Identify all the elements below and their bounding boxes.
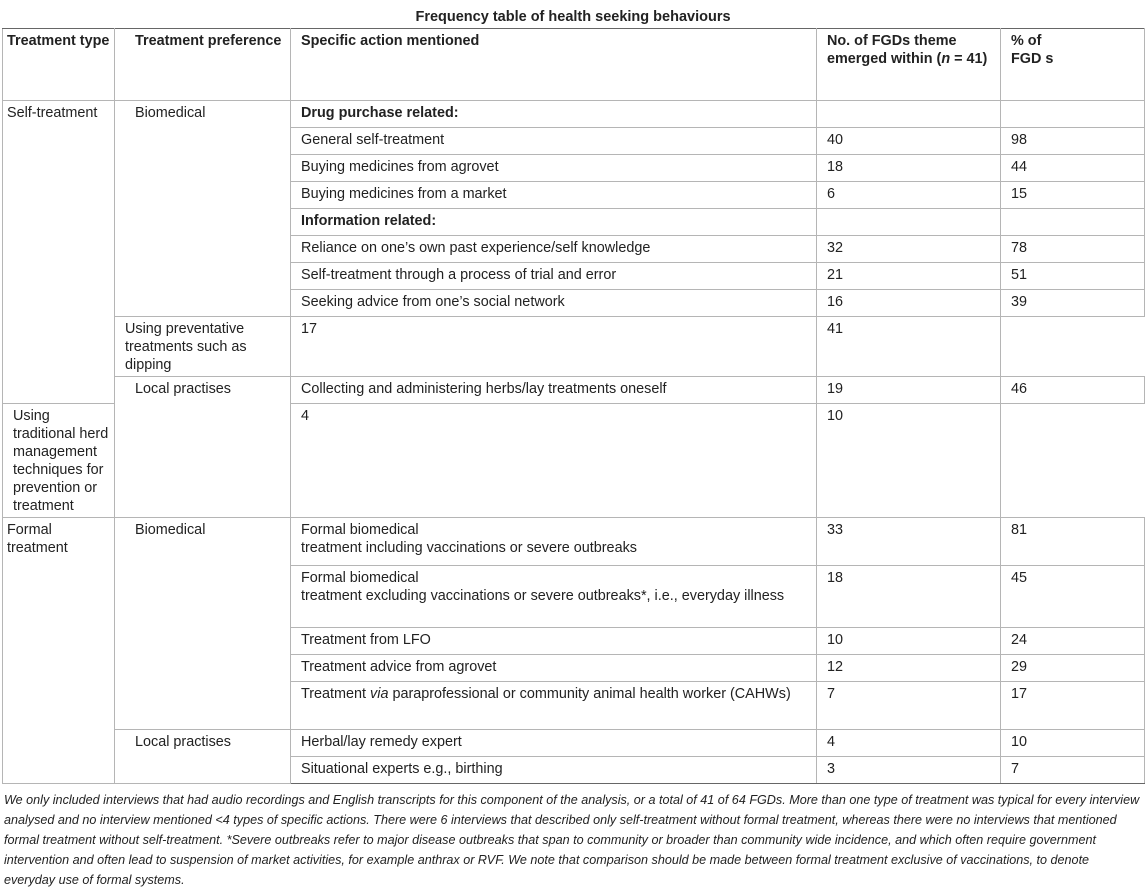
- cell-count: 21: [817, 263, 1001, 290]
- cell-local-practises-self: Local practises: [115, 377, 291, 518]
- cell-action-suffix: paraprofessional or community animal health worker (CAHWs): [388, 686, 791, 702]
- cell-count: 7: [817, 682, 1001, 730]
- cell-action: Reliance on one’s own past experience/self knowledge: [291, 236, 817, 263]
- cell-action: Treatment advice from agrovet: [291, 655, 817, 682]
- cell-count: 19: [817, 377, 1001, 404]
- header-pct-fgds-text: % of FGD s: [1011, 33, 1054, 67]
- cell-percent: 10: [817, 404, 1001, 518]
- cell-percent: 81: [1001, 518, 1145, 566]
- cell-biomedical-formal: Biomedical: [115, 518, 291, 730]
- cell-biomedical-self: Biomedical: [115, 101, 291, 317]
- header-row: [3, 29, 1145, 101]
- cell-percent: 39: [1001, 290, 1145, 317]
- cell-percent: 44: [1001, 155, 1145, 182]
- cell-action: Collecting and administering herbs/lay treatments oneself: [291, 377, 817, 404]
- cell-count: 12: [817, 655, 1001, 682]
- cell-count: 17: [291, 317, 817, 377]
- cell-action: Using preventative treatments such as dipping: [115, 317, 291, 377]
- cell-local-practises-formal: Local practises: [115, 730, 291, 784]
- header-treatment-preference: Treatment preference: [115, 29, 291, 101]
- cell-action: Situational experts e.g., birthing: [291, 757, 817, 784]
- cell-action: Buying medicines from a market: [291, 182, 817, 209]
- cell-percent: 41: [817, 317, 1001, 377]
- cell-action: Treatment from LFO: [291, 628, 817, 655]
- cell-count: 18: [817, 566, 1001, 628]
- frequency-table: [2, 28, 1145, 784]
- cell-count: 4: [291, 404, 817, 518]
- cell-count: 33: [817, 518, 1001, 566]
- cell-percent: 98: [1001, 128, 1145, 155]
- cell-percent: 17: [1001, 682, 1145, 730]
- cell-self-treatment: Self-treatment: [3, 101, 115, 404]
- table-footnote: We only included interviews that had audio recordings and English transcripts for this component of the analysis, or a total of 41 of 64 FGDs. More than one type of treatment was typical for every interview analysed and no interview mentioned <4 types of specific actions. There were 6 interviews that described only self-treatment without formal treatment, whereas there were no interviews that mentioned formal treatment without self-treatment. *Severe outbreaks refer to major disease outbreaks that span to community or broader than community wide incidence, and which often require government intervention and often lead to suspension of market activities, for example anthrax or RVF. We note that comparison should be made between formal treatment exclusive of vaccinations, to denote everyday use of formal systems.: [4, 793, 1140, 887]
- cell-percent: 29: [1001, 655, 1145, 682]
- cell-count: 18: [817, 155, 1001, 182]
- cell-count: 16: [817, 290, 1001, 317]
- header-no-fgds-n: n: [941, 51, 951, 67]
- subgroup-information: Information related:: [291, 209, 817, 236]
- header-specific-action: Specific action mentioned: [291, 29, 817, 101]
- header-no-fgds-suffix: = 41): [950, 51, 988, 67]
- cell-action: General self-treatment: [291, 128, 817, 155]
- cell-percent: 51: [1001, 263, 1145, 290]
- header-treatment-type: Treatment type: [3, 29, 115, 101]
- cell-count: 10: [817, 628, 1001, 655]
- table-container: [2, 6, 1144, 890]
- cell-action-line1: Formal biomedical: [301, 570, 419, 586]
- table-row: [3, 377, 1145, 404]
- cell-count: 4: [817, 730, 1001, 757]
- header-no-fgds-prefix: No. of FGDs theme emerged within (: [827, 33, 957, 67]
- cell-count: 3: [817, 757, 1001, 784]
- cell-action: Buying medicines from agrovet: [291, 155, 817, 182]
- cell-action-prefix: Treatment: [301, 686, 371, 702]
- cell-action: Herbal/lay remedy expert: [291, 730, 817, 757]
- cell-count: 32: [817, 236, 1001, 263]
- cell-action-line2: treatment including vaccinations or severe outbreaks: [301, 540, 637, 556]
- table-title: Frequency table of health seeking behaviours: [415, 9, 731, 25]
- cell-percent: 15: [1001, 182, 1145, 209]
- cell-percent: 7: [1001, 757, 1145, 784]
- cell-percent: 45: [1001, 566, 1145, 628]
- cell-action-via: via: [370, 686, 389, 702]
- cell-percent: 10: [1001, 730, 1145, 757]
- table-row: [3, 101, 1145, 128]
- cell-formal-treatment: Formal treatment: [3, 518, 115, 784]
- cell-action: Seeking advice from one’s social network: [291, 290, 817, 317]
- table-row: [3, 730, 1145, 757]
- header-no-fgds: [817, 29, 1001, 101]
- header-pct-fgds: [1001, 29, 1145, 101]
- cell-action: Self-treatment through a process of trial and error: [291, 263, 817, 290]
- cell-percent: 78: [1001, 236, 1145, 263]
- table-row: [3, 518, 1145, 566]
- cell-action-line1: Formal biomedical: [301, 522, 419, 538]
- cell-action: [291, 566, 817, 628]
- cell-percent: 46: [1001, 377, 1145, 404]
- cell-action-line2: treatment excluding vaccinations or severe outbreaks*, i.e., everyday illness: [301, 588, 785, 604]
- cell-action: [291, 682, 817, 730]
- cell-count: 40: [817, 128, 1001, 155]
- table-row: [3, 317, 1145, 377]
- cell-percent: 24: [1001, 628, 1145, 655]
- cell-count: 6: [817, 182, 1001, 209]
- cell-action: Using traditional herd management techniques for prevention or treatment: [3, 404, 115, 518]
- subgroup-drug-purchase: Drug purchase related:: [291, 101, 817, 128]
- cell-action: [291, 518, 817, 566]
